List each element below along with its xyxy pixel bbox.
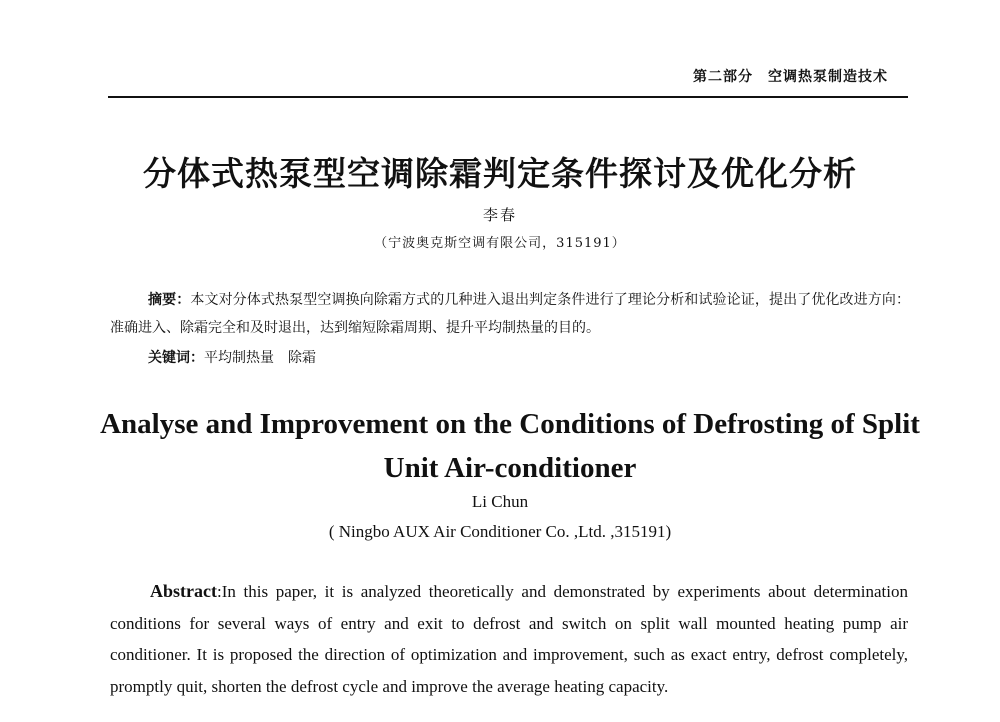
chinese-abstract <box>110 286 910 342</box>
english-affiliation: ( Ningbo AUX Air Conditioner Co. ,Ltd. ,315191) <box>328 522 672 541</box>
english-abstract <box>110 576 908 702</box>
english-abstract-colon: : <box>216 582 222 601</box>
header-rule <box>108 96 908 98</box>
chinese-affiliation: （宁波奥克斯空调有限公司，315191） <box>374 236 626 251</box>
chinese-abstract-label: 摘要： <box>148 292 191 308</box>
chinese-keywords-label: 关键词： <box>148 350 204 366</box>
chinese-title: 分体式热泵型空调除霜判定条件探讨及优化分析 <box>143 154 857 193</box>
english-abstract-text: In this paper, it is analyzed theoretically and demonstrated by experiments about determination conditions for several ways of entry and exit to defrost and switch on split wall mounted heating pump air conditioner. It is proposed the direction of optimization and improvement, such as exact entry, defrost completely, promptly quit, shorten the defrost cycle and improve the average heating capacity. <box>110 582 908 696</box>
english-abstract-label: Abstract <box>150 581 217 601</box>
english-author: Li Chun <box>471 492 529 511</box>
chinese-keywords <box>148 344 316 372</box>
english-title: Analyse and Improvement on the Conditions of Defrosting of Split Unit Air-conditioner <box>100 408 920 484</box>
chinese-keywords-text: 平均制热量 除霜 <box>204 350 316 366</box>
chinese-abstract-text: 本文对分体式热泵型空调换向除霜方式的几种进入退出判定条件进行了理论分析和试验论证，提出了优化改进方向：准确进入、除霜完全和及时退出，达到缩短除霜周期、提升平均制热量的目的。 <box>110 292 911 336</box>
chinese-author: 李春 <box>482 206 517 224</box>
running-header: 第二部分 空调热泵制造技术 <box>693 69 888 85</box>
